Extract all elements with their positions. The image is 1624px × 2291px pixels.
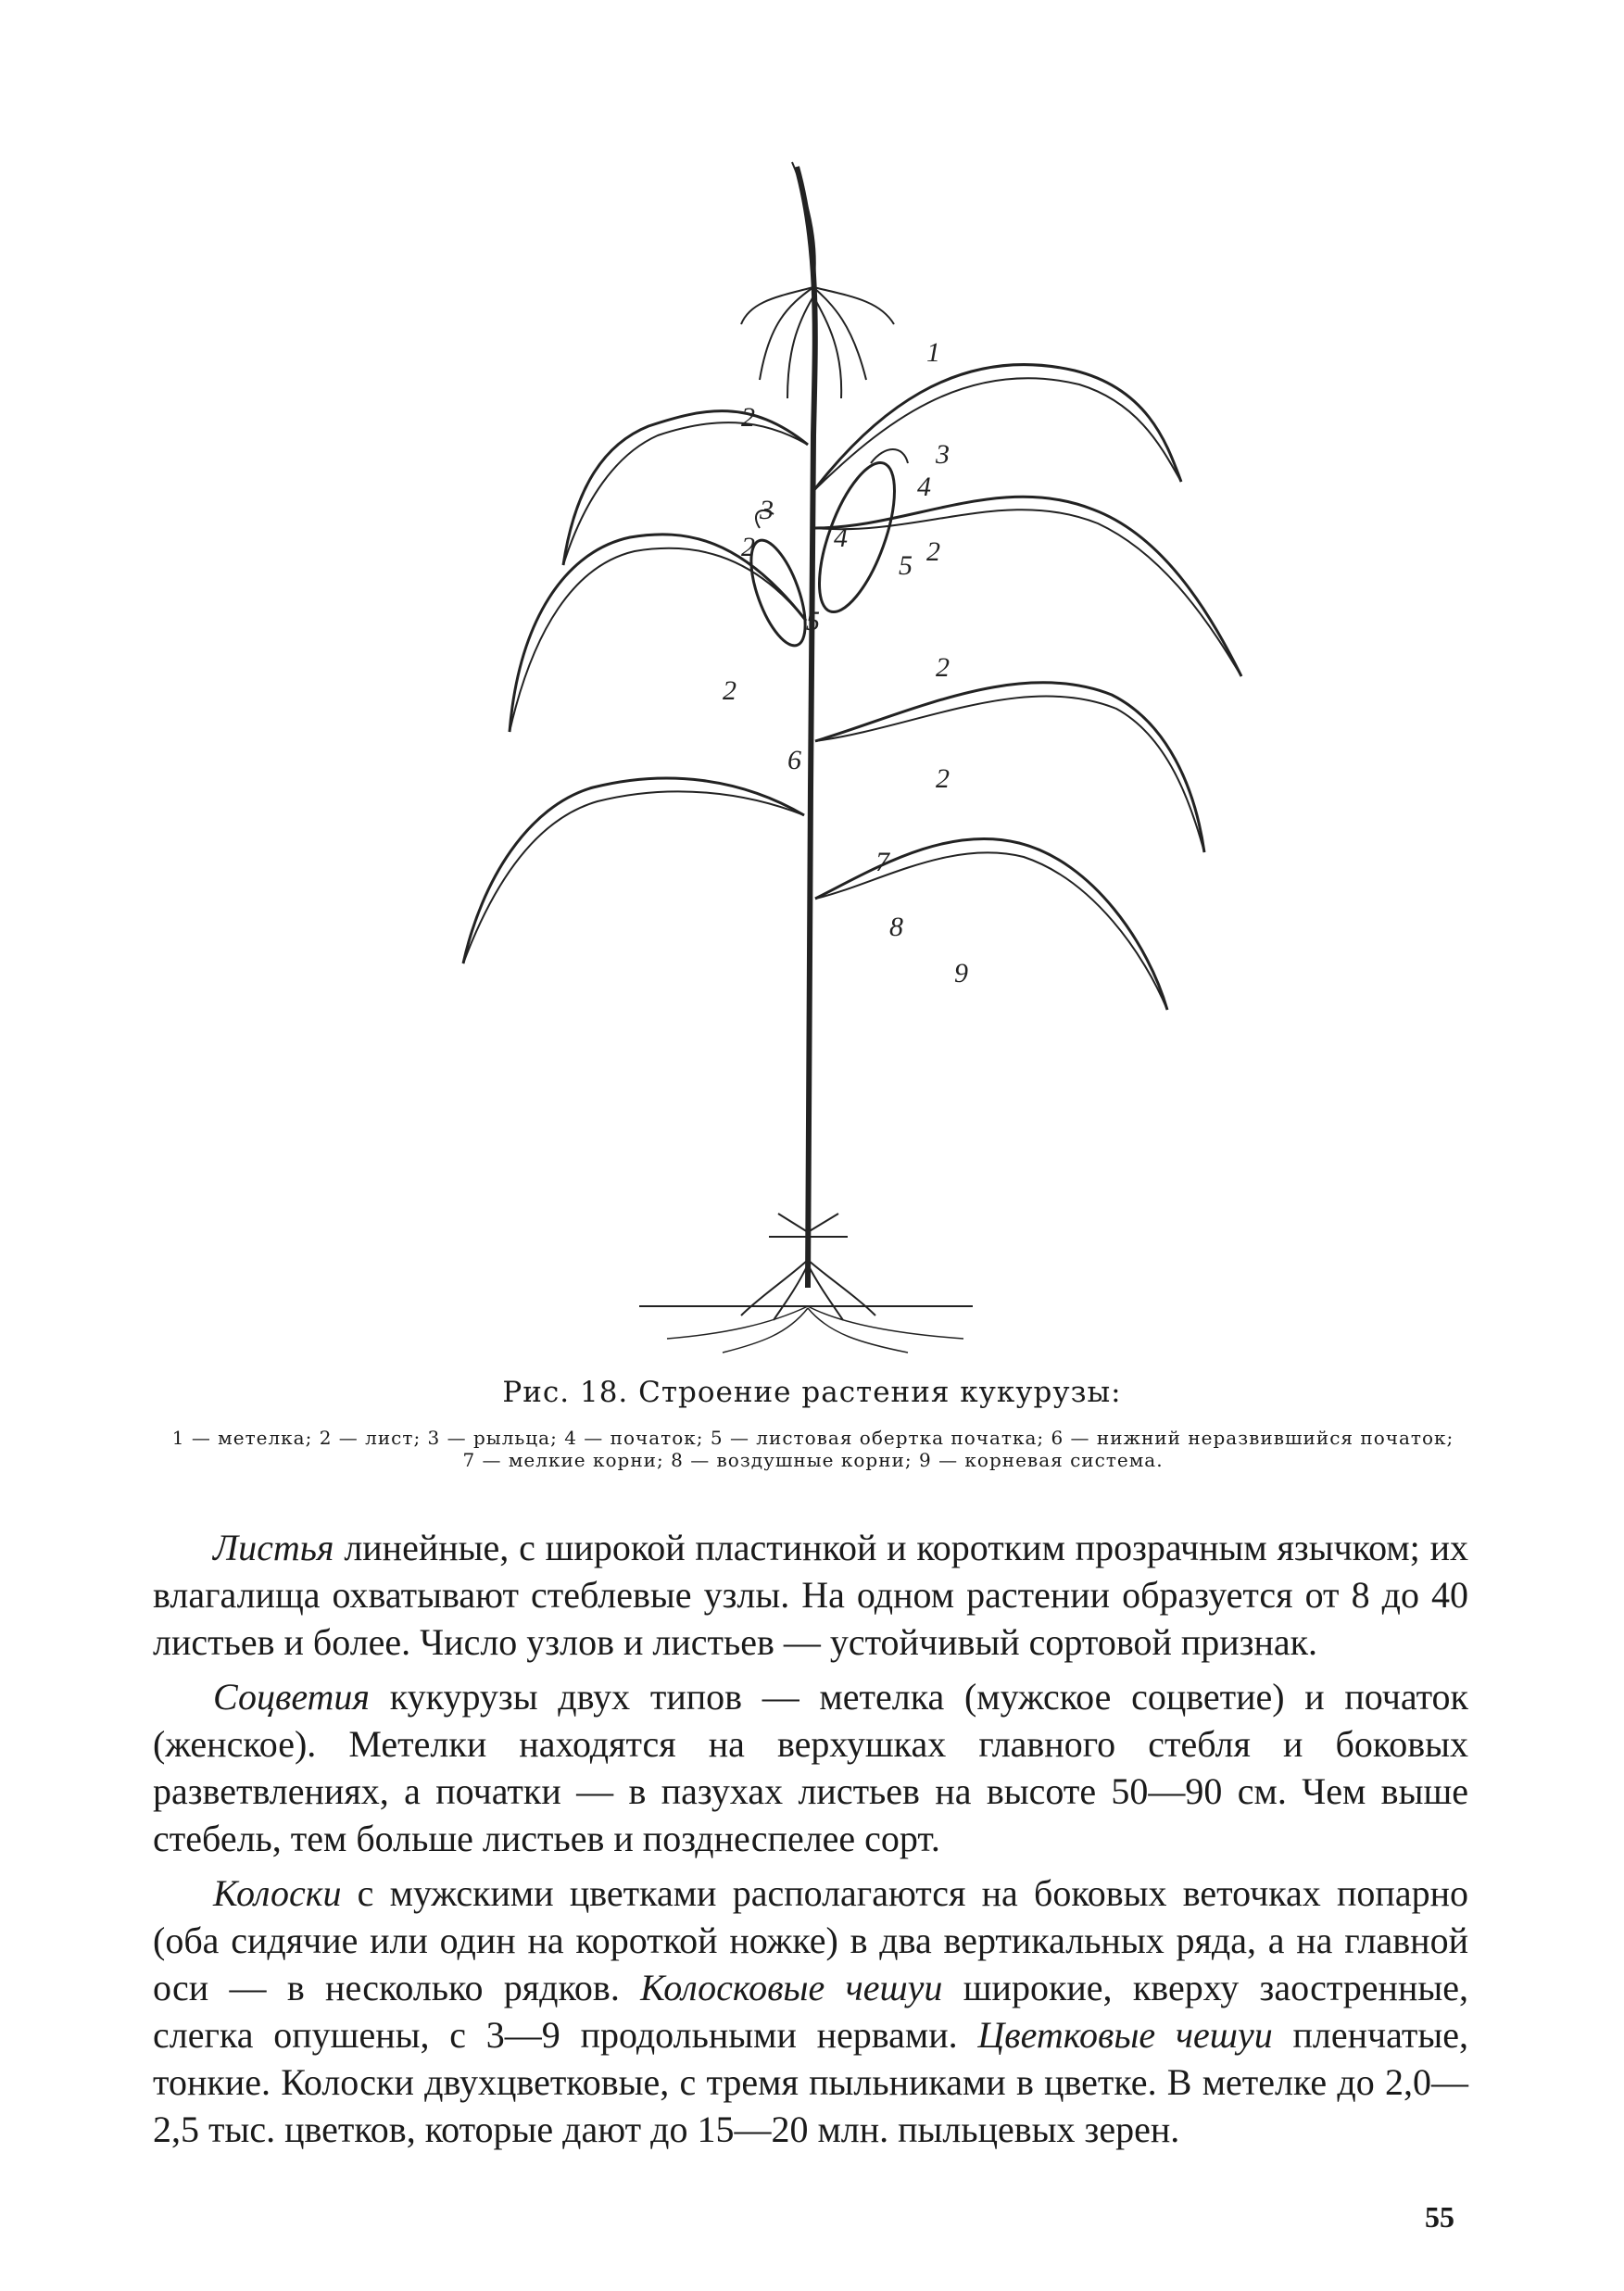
legend-item: 4 — початок; (564, 1427, 704, 1449)
ear (804, 454, 911, 621)
paragraph-text: с мужскими цветками располагаются на боковых веточках попарно (оба сидячие или один на короткой ножке) в два вертикальных ряда, а на главной оси — в несколько рядков. (153, 1872, 1468, 2008)
figure-label-leaf: 2 (741, 532, 755, 562)
body-text (153, 1524, 1468, 2160)
figure-legend (167, 1427, 1459, 1471)
figure-label-leaf: 2 (936, 763, 950, 794)
term-leaves: Листья (213, 1527, 334, 1568)
figure-label-leaf: 2 (723, 675, 736, 706)
leaf (815, 852, 1167, 1010)
paragraph-text: линейные, с широкой пластинкой и коротким прозрачным язычком; их влагалища охватывают стеблевые узлы. На одном растении образуется от 8 до 40 листьев и более. Число узлов и листьев — устойчивый сортовой признак. (153, 1527, 1468, 1663)
figure-label-silk: 3 (936, 439, 950, 470)
paragraph-spikelets (153, 1869, 1468, 2153)
legend-item: 1 — метелка; (171, 1427, 313, 1449)
figure-label-root-system: 9 (954, 958, 968, 988)
figure-label-leaf: 2 (926, 536, 940, 567)
paragraph-leaves (153, 1524, 1468, 1666)
legend-item: 3 — рыльца; (427, 1427, 558, 1449)
paragraph-text: кукурузы двух типов — метелка (мужское соцветие) и початок (женское). Метелки находятся на верхушках главного стебля и боковых разветвлениях, а початки — в пазухах листьев на высоте 50—90 см. Чем выше стебель, тем больше листьев и позднеспелее сорт. (153, 1676, 1468, 1859)
figure-label-silk: 3 (760, 495, 774, 525)
legend-item: 9 — корневая система. (918, 1449, 1164, 1471)
leaf (813, 365, 1181, 491)
leaf (815, 683, 1204, 852)
legend-item: 7 — мелкие корни; (462, 1449, 664, 1471)
figure-caption: Рис. 18. Строение растения кукурузы: (502, 1376, 1122, 1409)
silk (871, 449, 908, 463)
leaf (463, 778, 804, 963)
figure-label-leaf: 2 (936, 652, 950, 683)
leaf (463, 791, 804, 963)
maize-plant-figure (352, 139, 1278, 1371)
figure-label-aerial-roots: 8 (889, 912, 903, 942)
figure-label-husk: 5 (806, 606, 820, 636)
figure-label-leaf: 2 (741, 402, 755, 433)
term-glumes: Колосковые чешуи (640, 1967, 943, 2008)
figure-label-husk: 5 (899, 550, 913, 581)
term-floral-scales: Цветковые чешуи (977, 2014, 1273, 2056)
stem (797, 167, 815, 1288)
maize-plant-drawing (352, 139, 1278, 1371)
paragraph-text: пленчатые, тонкие. Колоски двухцветковые, с тремя пыльниками в цветке. В метелке до 2,0—2,5 тыс. цветков, которые дают до 15—20 млн. пыльцевых зерен. (153, 2014, 1468, 2150)
legend-item: 2 — лист; (319, 1427, 422, 1449)
page-number: 55 (1425, 2200, 1454, 2234)
root-system (667, 1306, 963, 1353)
legend-item: 5 — листовая обертка початка; (710, 1427, 1045, 1449)
figure-label-lower-ear: 6 (787, 745, 801, 775)
paragraph-text: широкие, кверху заостренные, слегка опушены, с 3—9 продольными нервами. (153, 1967, 1468, 2056)
term-inflorescences: Соцветия (213, 1676, 371, 1718)
figure-label-ear: 4 (834, 522, 848, 553)
figure-label-ear: 4 (917, 472, 931, 502)
term-spikelets: Колоски (213, 1872, 342, 1914)
figure-label-tassel: 1 (926, 337, 940, 368)
leaf (510, 548, 806, 732)
leaf (510, 535, 806, 732)
legend-item: 8 — воздушные корни; (671, 1449, 913, 1471)
figure-label-small-roots: 7 (875, 847, 889, 877)
tassel (741, 162, 894, 398)
legend-item: 6 — нижний неразвившийся початок; (1051, 1427, 1454, 1449)
leaf (815, 510, 1241, 676)
paragraph-inflorescences (153, 1673, 1468, 1862)
